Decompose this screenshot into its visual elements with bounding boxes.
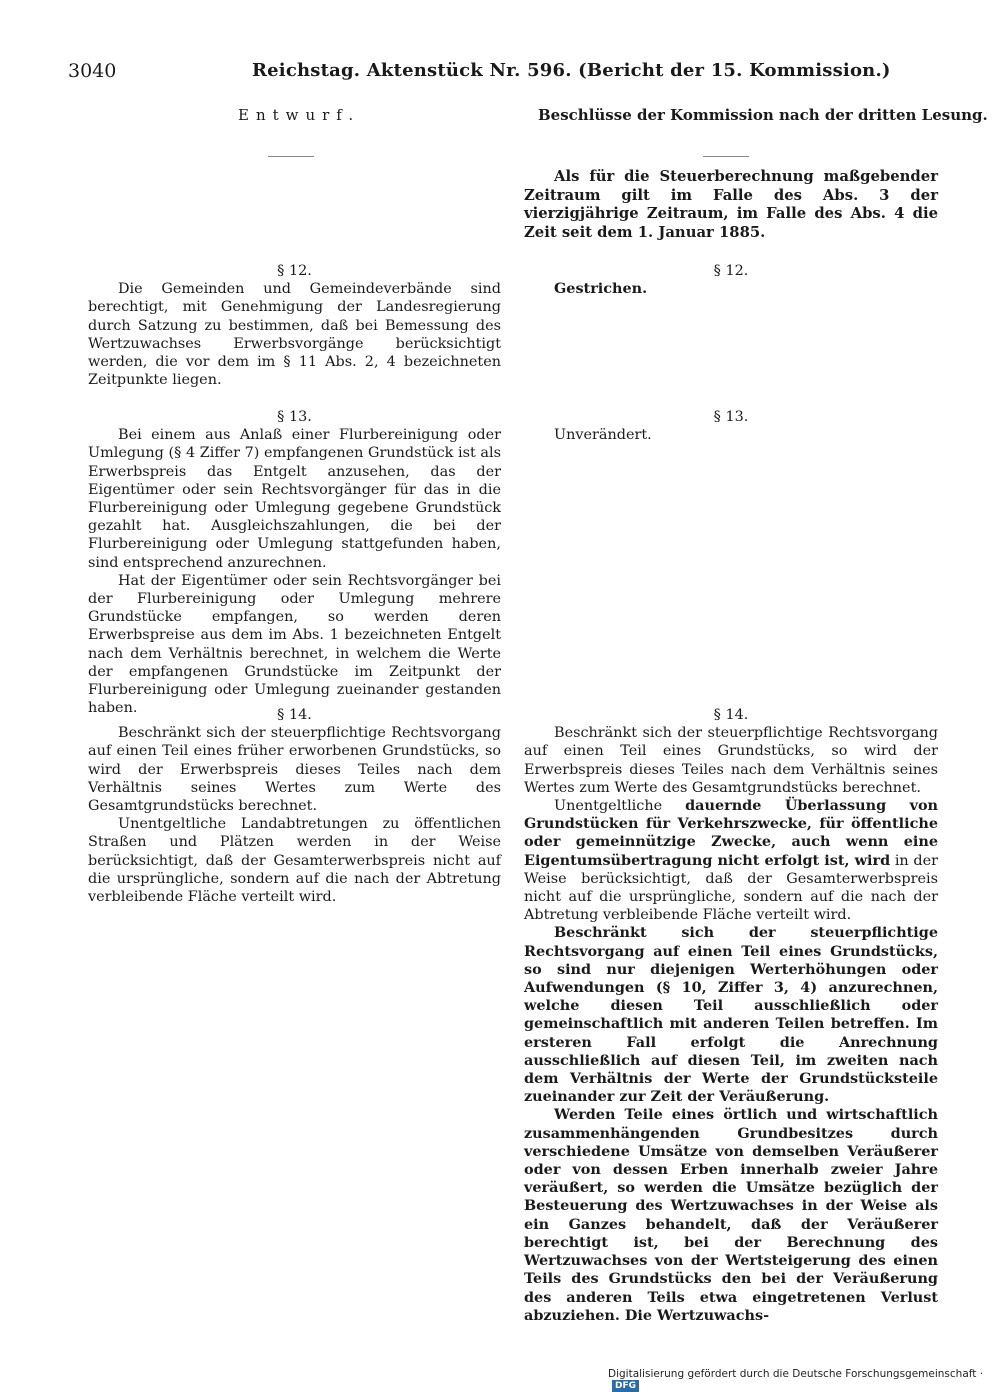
left-column-heading: Entwurf. — [238, 106, 361, 124]
p2-tail: in der Weise berücksichtigt, daß der Gesamterwerbspreis nicht auf die ursprüngliche, sondern auf die nach der Abtretung verbleibende Fläche verteilt wird. — [524, 852, 938, 924]
section-14-label-right: § 14. — [713, 707, 749, 723]
section-12-struck-note: Gestrichen. — [554, 280, 648, 298]
section-12-label-right: § 12. — [713, 263, 749, 279]
right-section-14 — [524, 706, 938, 1325]
section-13-paragraph-1: Bei einem aus Anlaß einer Flurbereinigung oder Umlegung (§ 4 Ziffer 7) empfangenen Grundstück ist als Erwerbspreis das Entgelt anzusehen, das der Eigentümer oder sein Rechtsvorgänger für das in die Flurbereinigung oder Umlegung gegebene Grundstück gezahlt hat. Ausgleichszahlungen, die bei der Flurbereinigung oder Umlegung stattgefunden haben, sind entsprechend anzurechnen. — [88, 427, 501, 571]
section-13-label: § 13. — [277, 409, 312, 425]
left-section-14 — [88, 706, 501, 906]
right-heading-rule — [703, 156, 749, 157]
digitization-footer — [608, 1368, 1000, 1392]
running-head: Reichstag. Aktenstück Nr. 596. (Bericht der 15. Kommission.) — [252, 60, 891, 81]
section-13-paragraph-2: Hat der Eigentümer oder sein Rechtsvorgänger bei der Flurbereinigung oder Umlegung mehrere Grundstücke empfangen, so werden deren Erwerbspreise aus dem im Abs. 1 bezeichneten Entgelt nach dem Verhältnis berechnet, in welchem die Werte der empfangenen Grundstücke im Zeitpunkt der Flurbereinigung oder Umlegung zueinander gestanden haben. — [88, 572, 501, 717]
dfg-logo: DFG — [612, 1380, 639, 1392]
p2-lead: Unentgeltliche — [554, 798, 686, 815]
section-14-paragraph-2: Unentgeltliche Landabtretungen zu öffentlichen Straßen und Plätzen werden in der Weise berücksichtigt, daß der Gesamterwerbspreis nicht auf die ursprüngliche, sondern auf die nach der Abtretung verbleibende Fläche verteilt wird. — [88, 816, 501, 906]
right-intro-block — [524, 168, 938, 242]
page-header — [0, 60, 1000, 86]
right-section-13 — [524, 408, 938, 444]
right-section-12 — [524, 262, 938, 298]
section-12-label: § 12. — [277, 263, 312, 279]
section-12-text: Die Gemeinden und Gemeindeverbände sind berechtigt, mit Genehmigung der Landesregierung durch Satzung zu bestimmen, daß bei Bemessung des Wertzuwachses Erwerbsvorgänge berücksichtigt werden, die vor dem im § 11 Abs. 2, 4 bezeichneten Zeitpunkte liegen. — [88, 281, 501, 389]
section-13-unchanged-note: Unverändert. — [554, 427, 652, 444]
section-14-label: § 14. — [277, 707, 312, 723]
section-14-right-paragraph-2 — [524, 797, 938, 924]
section-13-label-right: § 13. — [713, 409, 749, 425]
left-heading-rule — [268, 156, 314, 157]
right-intro-text: Als für die Steuerberechnung maßgebender Zeitraum gilt im Falle des Abs. 3 der vierzigjährige Zeitraum, im Falle des Abs. 4 die Zeit seit dem 1. Januar 1885. — [524, 168, 938, 241]
footer-text: Digitalisierung gefördert durch die Deutsche Forschungsgemeinschaft · — [608, 1368, 984, 1380]
section-14-right-paragraph-1: Beschränkt sich der steuerpflichtige Rechtsvorgang auf einen Teil eines Grundstücks, so wird der Erwerbspreis dieses Teiles nach dem Verhältnis seines Wertes zum Werte des Gesamtgrundstücks berechnet. — [524, 725, 938, 796]
section-14-right-paragraph-4: Werden Teile eines örtlich und wirtschaftlich zusammenhängenden Grundbesitzes durch verschiedene Umsätze von demselben Veräußerer oder von dessen Erben innerhalb zweier Jahre veräußert, so werden die Umsätze bezüglich der Besteuerung des Wertzuwachses in der Weise als ein Ganzes behandelt, daß der Veräußerer berechtigt ist, bei der Berechnung des Wertzuwachses von der Wertsteigerung des einen Teils des Grundstücks den bei der Veräußerung des anderen Teils etwa eingetretenen Verlust abzuziehen. Die Wertzuwachs- — [524, 1106, 938, 1324]
section-14-paragraph-1: Beschränkt sich der steuerpflichtige Rechtsvorgang auf einen Teil eines früher erworbenen Grundstücks, so wird der Erwerbspreis dieses Teiles nach dem Verhältnis seines Wertes zum Werte des Gesamtgrundstücks berechnet. — [88, 725, 501, 815]
left-section-13 — [88, 408, 501, 717]
left-section-12 — [88, 262, 501, 389]
page-number: 3040 — [68, 60, 117, 82]
p2-amendment: dauernde Überlassung von Grundstücken für Verkehrszwecke, für öffentliche oder gemeinnützige Zwecke, auch wenn eine Eigentumsübertragung nicht erfolgt ist, wird — [524, 797, 939, 869]
right-column-heading: Beschlüsse der Kommission nach der dritten Lesung. — [538, 106, 988, 124]
section-14-right-paragraph-3: Beschränkt sich der steuerpflichtige Rechtsvorgang auf einen Teil eines Grundstücks, so sind nur diejenigen Werterhöhungen oder Aufwendungen (§ 10, Ziffer 3, 4) anzurechnen, welche diesen Teil ausschließlich oder gemeinschaftlich mit anderen Teilen betreffen. Im ersteren Fall erfolgt die Anrechnung ausschließlich auf diesen Teil, im zweiten nach dem Verhältnis der Werte der Grundstücksteile zueinander zur Zeit der Veräußerung. — [524, 924, 938, 1106]
